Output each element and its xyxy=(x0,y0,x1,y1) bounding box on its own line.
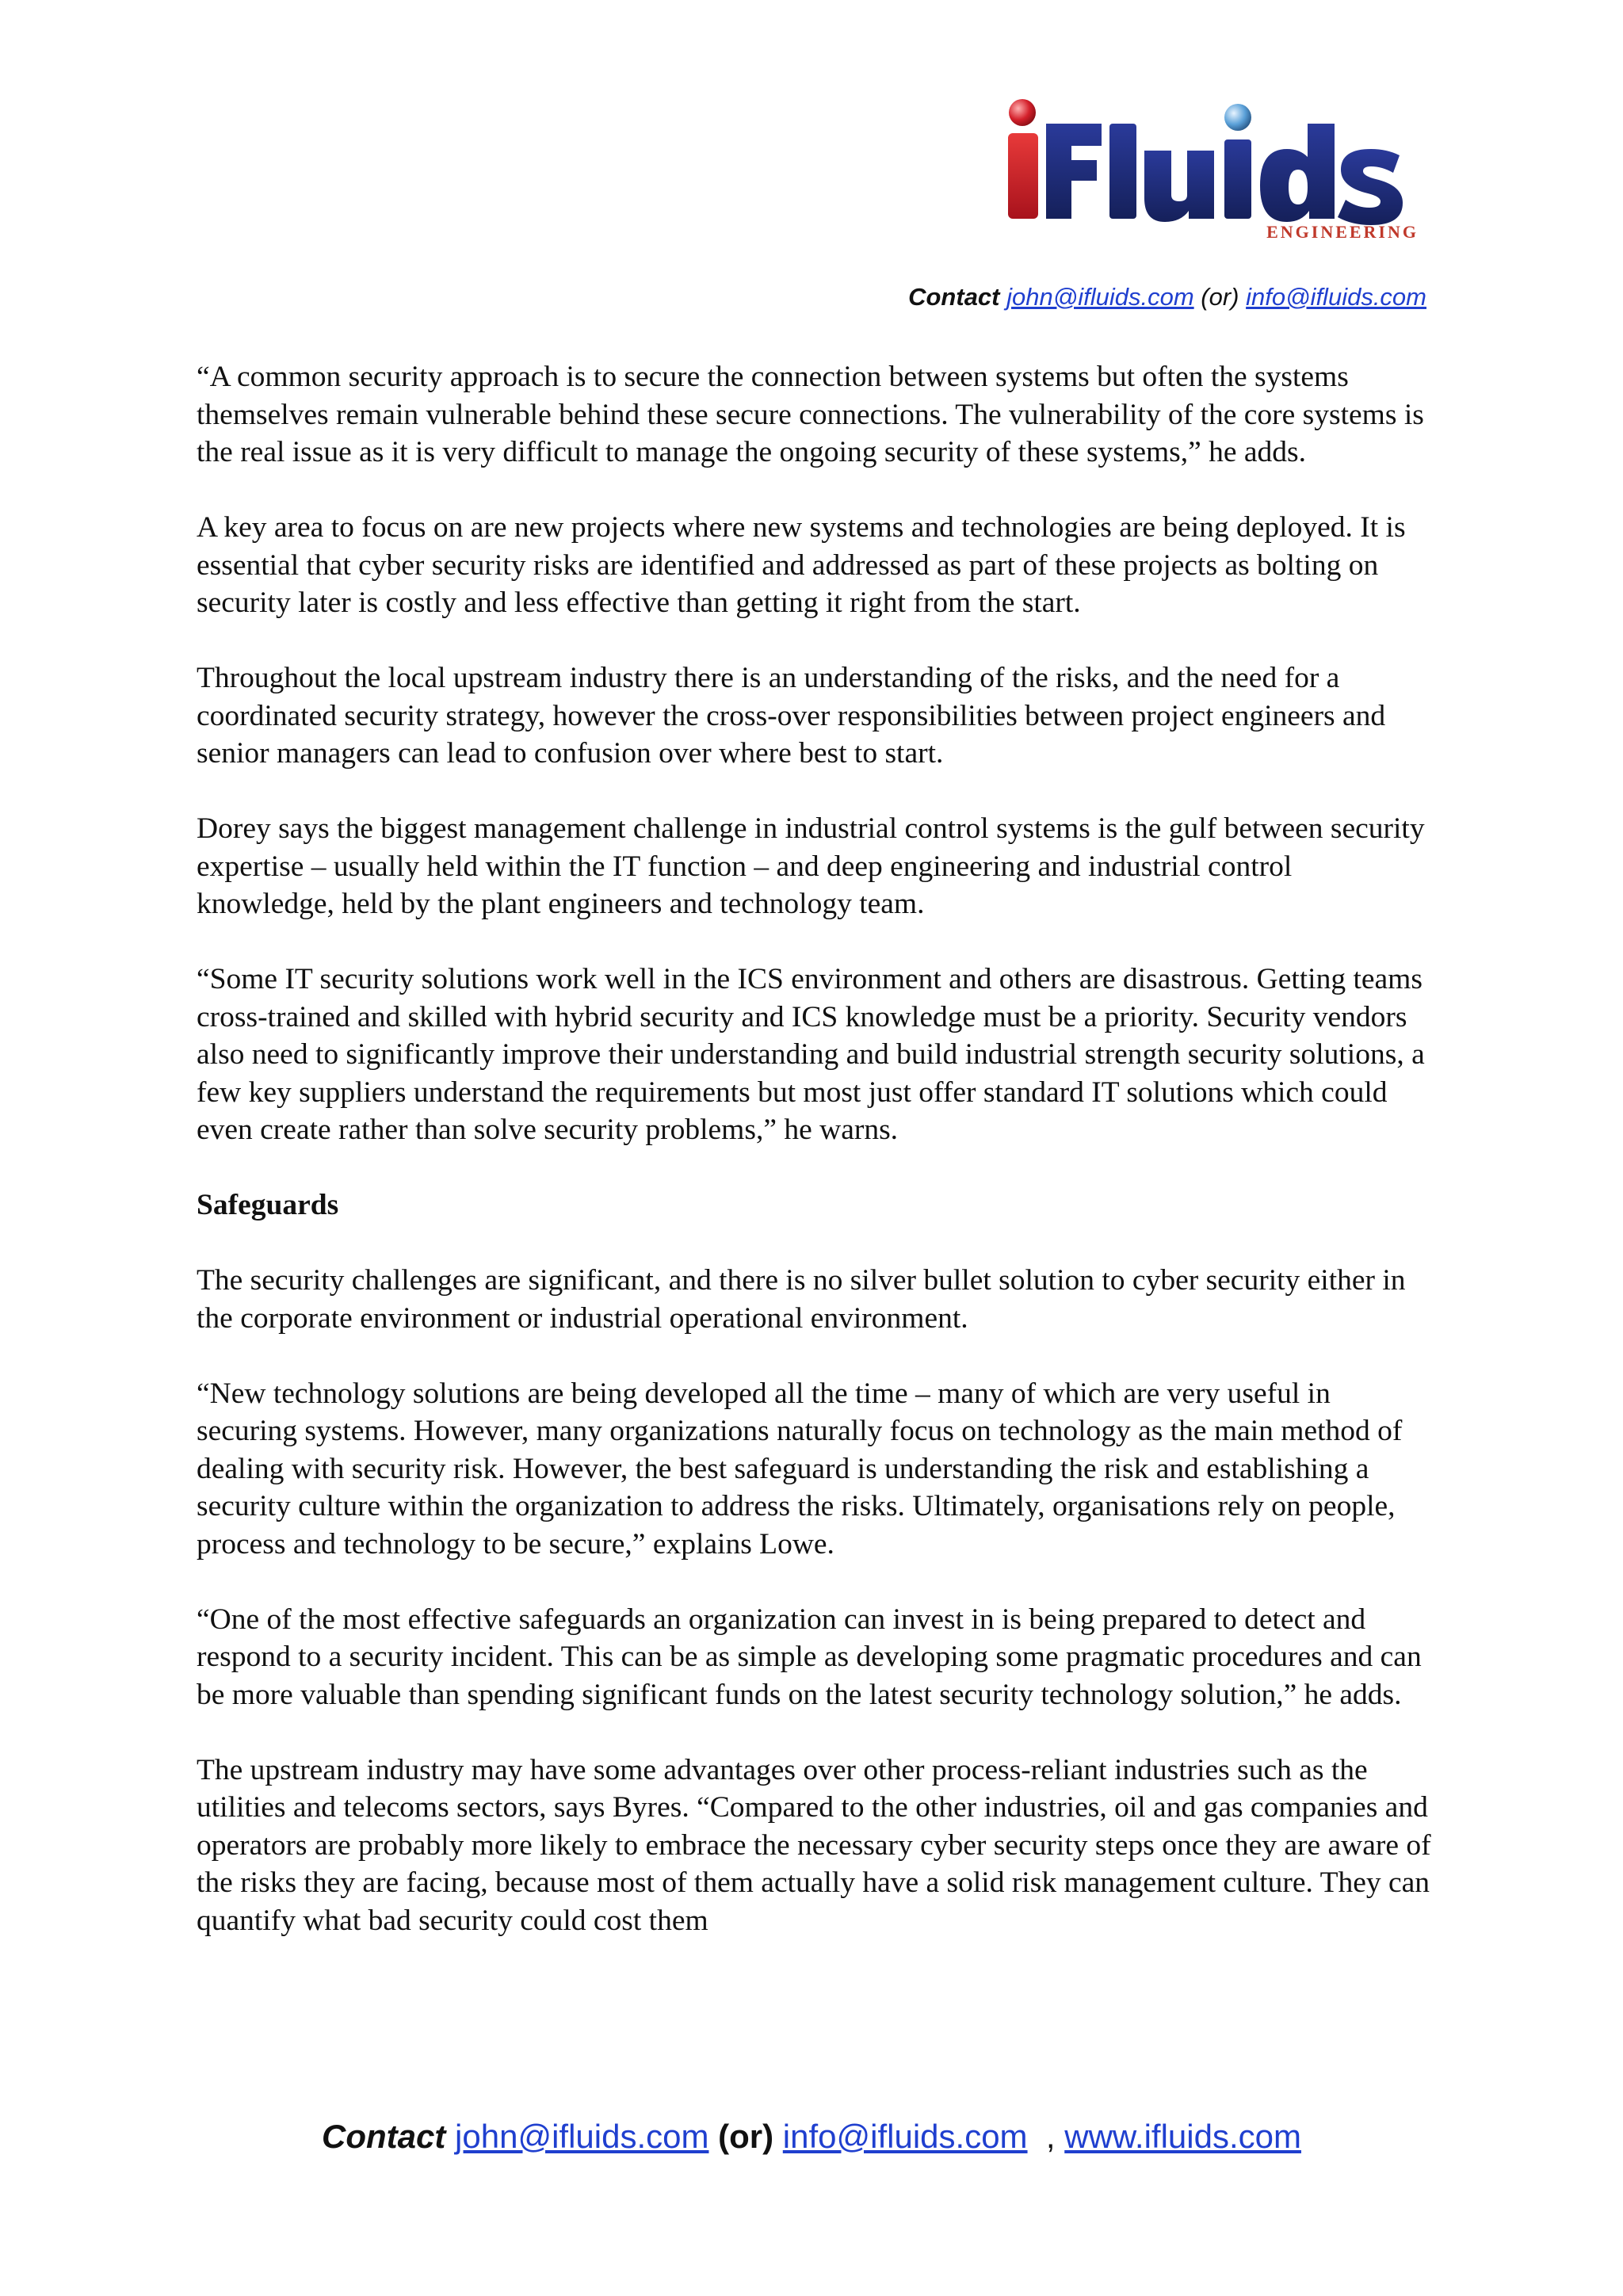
footer-email-info-link[interactable]: info@ifluids.com xyxy=(782,2118,1028,2155)
paragraph: “New technology solutions are being developed all the time – many of which are very useful in securing systems. However, many organizations naturally focus on technology as the main method of dealing with security risk. However, the best safeguard is understanding the risk and establishing a security culture within the organization to address the risks. Ultimately, organisations rely on people, process and technology to be secure,” explains Lowe. xyxy=(197,1377,1403,1561)
header-or-separator: (or) xyxy=(1201,283,1239,311)
ifluids-logo-graphic xyxy=(1000,95,1426,241)
company-logo xyxy=(1000,95,1426,241)
footer-contact-line xyxy=(0,2118,1623,2156)
paragraph: Throughout the local upstream industry there is an understanding of the risks, and the need for a coordinated security strategy, however the cross-over responsibilities between project engineers and senior managers can lead to confusion over where best to start. xyxy=(197,662,1386,770)
header-email-john-link[interactable]: john@ifluids.com xyxy=(1006,283,1194,311)
footer-email-john-link[interactable]: john@ifluids.com xyxy=(455,2118,709,2155)
footer-comma: , xyxy=(1045,2118,1056,2155)
header-contact-label: Contact xyxy=(908,283,1000,311)
section-heading-safeguards: Safeguards xyxy=(197,1189,339,1221)
paragraph: “One of the most effective safeguards an organization can invest in is being prepared to detect and respond to a security incident. This can be as simple as developing some pragmatic procedures and can be more valuable than spending significant funds on the latest security technology solution,” he adds. xyxy=(197,1603,1422,1711)
header-contact-line xyxy=(908,283,1426,311)
paragraph: “A common security approach is to secure the connection between systems but often the systems themselves remain vulnerable behind these secure connections. The vulnerability of the core systems is the real issue as it is very difficult to manage the ongoing security of these systems,” he adds. xyxy=(197,361,1424,468)
paragraph: The security challenges are significant, and there is no silver bullet solution to cyber security either in the corporate environment or industrial operational environment. xyxy=(197,1264,1406,1335)
footer-contact-label: Contact xyxy=(322,2118,446,2155)
paragraph: A key area to focus on are new projects where new systems and technologies are being deployed. It is essential that cyber security risks are identified and addressed as part of these projects as bolting on security later is costly and less effective than getting it right from the start. xyxy=(197,511,1406,619)
paragraph: Dorey says the biggest management challenge in industrial control systems is the gulf between security expertise – usually held within the IT function – and deep engineering and industrial control knowledge, held by the plant engineers and technology team. xyxy=(197,812,1425,920)
article-body xyxy=(197,358,1433,1977)
footer-or-separator: (or) xyxy=(718,2118,774,2155)
header-email-info-link[interactable]: info@ifluids.com xyxy=(1246,283,1426,311)
paragraph: The upstream industry may have some advantages over other process-reliant industries such as the utilities and telecoms sectors, says Byres. “Compared to the other industries, oil and gas companies and operators are probably more likely to embrace the necessary cyber security steps once they are aware of the risks they are facing, because most of them actually have a solid risk management culture. They can quantify what bad security could cost them xyxy=(197,1753,1431,1937)
footer-website-link[interactable]: www.ifluids.com xyxy=(1064,2118,1301,2155)
paragraph: “Some IT security solutions work well in the ICS environment and others are disastrous. Getting teams cross-trained and skilled with hybrid security and ICS knowledge must be a priority. Security vendors also need to significantly improve their understanding and build industrial strength security solutions, a few key suppliers understand the requirements but most just offer standard IT solutions which could even create rather than solve security problems,” he warns. xyxy=(197,963,1425,1146)
logo-tagline: ENGINEERING xyxy=(1266,222,1419,241)
